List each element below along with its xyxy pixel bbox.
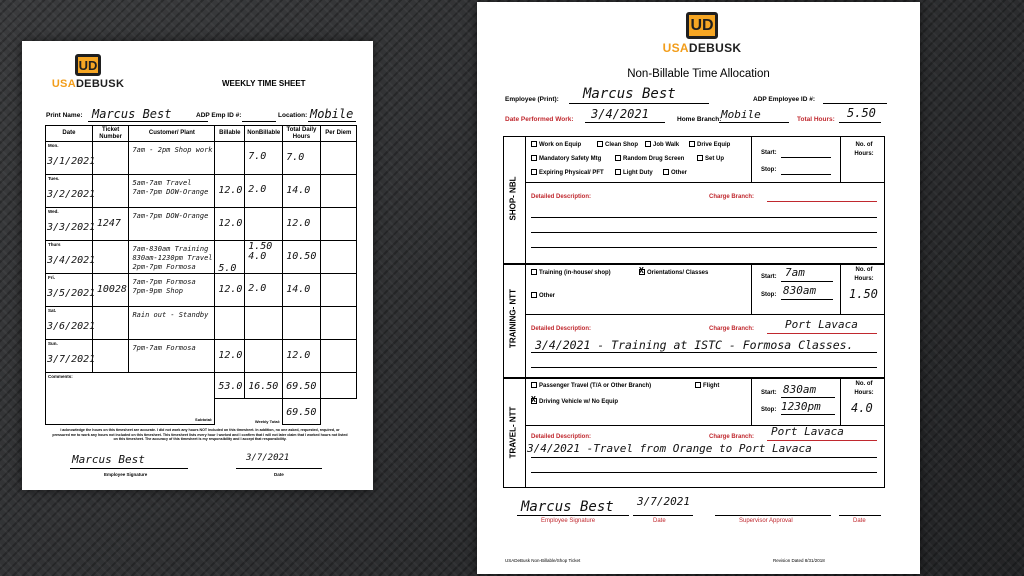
col-header: Per Diem bbox=[320, 126, 356, 142]
option-label: Training (in-house/ shop) bbox=[539, 270, 611, 276]
subtotal-label: Subtotal: bbox=[195, 417, 213, 422]
training-hours-label: No. of Hours: bbox=[854, 267, 874, 282]
day-name: Fri. bbox=[48, 275, 56, 280]
option-label: Flight bbox=[703, 383, 720, 389]
day-name: Mon. bbox=[48, 143, 59, 148]
option-label: Job Walk bbox=[653, 142, 680, 148]
training-ntt-section-label: TRAINING- NTT bbox=[508, 288, 518, 349]
home-branch-label: Home Branch: bbox=[677, 116, 722, 123]
supervisor-date-label: Date bbox=[853, 518, 866, 524]
total-hours-value: 5.50 bbox=[847, 106, 876, 120]
usadebusk-logo: UD USADEBUSK bbox=[657, 12, 747, 55]
subtotal-nonbillable: 16.50 bbox=[248, 381, 279, 392]
day-name: Tues. bbox=[48, 176, 60, 181]
billable-hours: 12.0 bbox=[218, 185, 243, 196]
checkbox[interactable] bbox=[697, 155, 703, 161]
shop-charge-branch-label: Charge Branch: bbox=[709, 194, 755, 200]
nonbillable-hours: 2.0 bbox=[248, 283, 267, 294]
ud-logo-icon: UD bbox=[686, 12, 718, 39]
billable-hours: 5.0 bbox=[218, 263, 237, 274]
weekly-total-label: Weekly Total: bbox=[254, 418, 281, 424]
shop-stop-label: Stop: bbox=[761, 167, 777, 173]
customer-plant: 5am-7am Travel 7am-7pm DOW-Orange bbox=[132, 179, 209, 196]
total-daily-hours: 7.0 bbox=[286, 152, 305, 163]
customer-plant: 7am-7pm Formosa 7pm-9pm Shop bbox=[132, 278, 196, 295]
adp-id-label: ADP Emp ID #: bbox=[196, 112, 242, 119]
day-name: Sun. bbox=[48, 341, 58, 346]
col-header: Date bbox=[46, 126, 93, 142]
signature-date: 3/7/2021 bbox=[637, 495, 690, 508]
shop-nbl-section-label: SHOP- NBL bbox=[508, 176, 518, 221]
col-header: Ticket Number bbox=[92, 126, 129, 142]
checkbox[interactable] bbox=[689, 141, 695, 147]
checkbox-checked[interactable] bbox=[639, 269, 645, 275]
customer-plant: 7pm-7am Formosa bbox=[132, 344, 196, 352]
shop-description-label: Detailed Description: bbox=[531, 194, 592, 200]
checkbox[interactable] bbox=[695, 382, 701, 388]
option-label: Mandatory Safety Mtg bbox=[539, 156, 602, 162]
checkbox[interactable] bbox=[615, 169, 621, 175]
checkbox[interactable] bbox=[531, 141, 537, 147]
option-label: Passenger Travel (T/A or Other Branch) bbox=[539, 383, 652, 389]
supervisor-approval-label: Supervisor Approval bbox=[739, 518, 793, 524]
option-label: Work on Equip bbox=[539, 142, 582, 148]
table-row bbox=[46, 274, 357, 307]
training-description-value: 3/4/2021 - Training at ISTC - Formosa Classes. bbox=[535, 338, 854, 352]
travel-charge-branch-label: Charge Branch: bbox=[709, 434, 755, 440]
print-name-value: Marcus Best bbox=[92, 107, 172, 121]
travel-description-label: Detailed Description: bbox=[531, 434, 592, 440]
home-branch-value: Mobile bbox=[721, 108, 761, 121]
checkbox[interactable] bbox=[531, 155, 537, 161]
employee-signature-label: Employee Signature bbox=[541, 518, 596, 524]
option-label: Expiring Physical/ PFT bbox=[539, 170, 604, 176]
col-header: NonBillable bbox=[245, 126, 283, 142]
date-label: Date bbox=[653, 518, 666, 524]
ticket-number: 10028 bbox=[96, 284, 127, 295]
training-charge-branch-label: Charge Branch: bbox=[709, 326, 755, 332]
option-label: Drive Equip bbox=[697, 142, 731, 148]
customer-plant: 7am - 2pm Shop work bbox=[132, 146, 213, 154]
subtotal-total: 69.50 bbox=[286, 381, 317, 392]
table-row bbox=[46, 142, 357, 175]
total-daily-hours: 12.0 bbox=[286, 218, 311, 229]
travel-charge-branch-value: Port Lavaca bbox=[771, 425, 844, 438]
subtotal-row bbox=[46, 373, 357, 399]
travel-stop-value: 1230pm bbox=[781, 400, 821, 413]
row-date: 3/6/2021 bbox=[47, 321, 96, 332]
total-daily-hours: 12.0 bbox=[286, 350, 311, 361]
table-header-row bbox=[46, 126, 357, 142]
travel-description-value: 3/4/2021 -Travel from Orange to Port Lavaca bbox=[527, 442, 812, 455]
location-label: Location: bbox=[278, 112, 308, 119]
travel-stop-label: Stop: bbox=[761, 407, 777, 413]
option-label: Other bbox=[539, 293, 556, 299]
col-header: Billable bbox=[215, 126, 245, 142]
comments-label: Comments: bbox=[48, 374, 73, 379]
travel-start-value: 830am bbox=[783, 383, 817, 396]
adp-employee-id-label: ADP Employee ID #: bbox=[753, 96, 816, 103]
checkbox[interactable] bbox=[597, 141, 603, 147]
nonbillable-hours: 7.0 bbox=[248, 151, 267, 162]
day-name: Sat. bbox=[48, 308, 57, 313]
training-description-label: Detailed Description: bbox=[531, 326, 592, 332]
option-label: Clean Shop bbox=[605, 142, 639, 148]
checkbox[interactable] bbox=[645, 141, 651, 147]
table-row bbox=[46, 208, 357, 241]
col-header: Total Daily Hours bbox=[283, 126, 320, 142]
sheet-title: WEEKLY TIME SHEET bbox=[222, 79, 306, 88]
subtotal-billable: 53.0 bbox=[218, 381, 243, 392]
header-fields bbox=[46, 108, 356, 124]
customer-plant: Rain out - Standby bbox=[132, 311, 209, 319]
billable-hours: 12.0 bbox=[218, 218, 243, 229]
row-date: 3/7/2021 bbox=[47, 354, 96, 365]
weekly-time-sheet bbox=[22, 41, 373, 490]
day-name: Wed. bbox=[48, 209, 59, 214]
option-label: Set Up bbox=[705, 156, 725, 162]
footer-form-name: USADeBusk Non-Billable/Shop Ticket bbox=[505, 558, 581, 563]
date-performed-label: Date Performed Work: bbox=[505, 116, 574, 123]
day-name: Thurs bbox=[48, 242, 61, 247]
training-stop-value: 830am bbox=[783, 284, 817, 297]
acknowledgement-text: I acknowledge the hours on this timesheet are accurate. I did not work any hours NOT included on this timesheet. In addition, no one asked, requested, required, or pressured me to work any hours not included on this timesheet. This timesheet lists every hour I worked and I confirm that I will not later claim that I worked hours not listed on this timesheet. The accuracy of this timesheet is my responsibility and I accept that responsibility. bbox=[52, 428, 348, 441]
option-label: Light Duty bbox=[623, 170, 653, 176]
print-name-label: Print Name: bbox=[46, 112, 83, 119]
option-label: Other bbox=[671, 170, 688, 176]
row-date: 3/2/2021 bbox=[47, 189, 96, 200]
travel-start-label: Start: bbox=[761, 390, 777, 396]
row-date: 3/5/2021 bbox=[47, 288, 96, 299]
nonbillable-hours: 1.50 4.0 bbox=[248, 241, 273, 262]
training-start-value: 7am bbox=[785, 266, 805, 279]
date-performed-value: 3/4/2021 bbox=[591, 107, 649, 121]
col-header: Customer/ Plant bbox=[129, 126, 215, 142]
total-daily-hours: 14.0 bbox=[286, 284, 311, 295]
sheet-title: Non-Billable Time Allocation bbox=[627, 68, 770, 80]
date-label: Date bbox=[274, 472, 284, 477]
total-daily-hours: 14.0 bbox=[286, 185, 311, 196]
row-date: 3/4/2021 bbox=[47, 255, 96, 266]
table-row bbox=[46, 241, 357, 274]
checkbox[interactable] bbox=[531, 269, 537, 275]
training-start-label: Start: bbox=[761, 274, 777, 280]
training-hours-value: 1.50 bbox=[849, 287, 878, 301]
shop-start-label: Start: bbox=[761, 150, 777, 156]
row-date: 3/1/2021 bbox=[47, 156, 96, 167]
table-row bbox=[46, 175, 357, 208]
checkbox[interactable] bbox=[663, 169, 669, 175]
billable-hours: 12.0 bbox=[218, 284, 243, 295]
checkbox[interactable] bbox=[531, 292, 537, 298]
option-label: Random Drug Screen bbox=[623, 156, 685, 162]
checkbox[interactable] bbox=[615, 155, 621, 161]
checkbox[interactable] bbox=[531, 382, 537, 388]
customer-plant: 7am-7pm DOW-Orange bbox=[132, 212, 209, 220]
training-stop-label: Stop: bbox=[761, 292, 777, 298]
location-value: Mobile bbox=[310, 107, 354, 121]
option-label: Orientations/ Classes bbox=[647, 270, 709, 276]
table-row bbox=[46, 307, 357, 340]
row-date: 3/3/2021 bbox=[47, 222, 96, 233]
shop-hours-label: No. of Hours: bbox=[854, 142, 874, 157]
usadebusk-logo: UD USADEBUSK bbox=[48, 54, 128, 90]
employee-signature: Marcus Best bbox=[521, 499, 614, 515]
option-label: Driving Vehicle w/ No Equip bbox=[539, 399, 619, 405]
total-daily-hours: 10.50 bbox=[286, 251, 317, 262]
ticket-number: 1247 bbox=[96, 218, 121, 229]
employee-signature: Marcus Best bbox=[72, 453, 145, 466]
timesheet-table bbox=[45, 125, 357, 425]
table-row bbox=[46, 340, 357, 373]
billable-hours: 12.0 bbox=[218, 350, 243, 361]
travel-ntt-section-label: TRAVEL- NTT bbox=[508, 406, 518, 459]
travel-hours-value: 4.0 bbox=[851, 401, 873, 415]
total-hours-label: Total Hours: bbox=[797, 116, 835, 123]
employee-print-value: Marcus Best bbox=[583, 86, 676, 102]
footer-revision: Revision Dated 8/31/2018 bbox=[773, 558, 825, 563]
weekly-total-value: 69.50 bbox=[286, 407, 317, 418]
employee-print-label: Employee (Print): bbox=[505, 96, 559, 103]
non-billable-time-sheet bbox=[477, 2, 920, 574]
travel-hours-label: No. of Hours: bbox=[854, 381, 874, 396]
employee-signature-label: Employee Signature bbox=[104, 472, 148, 477]
checkbox[interactable] bbox=[531, 169, 537, 175]
training-charge-branch-value: Port Lavaca bbox=[785, 318, 858, 331]
checkbox-checked[interactable] bbox=[531, 398, 537, 404]
nonbillable-hours: 2.0 bbox=[248, 184, 267, 195]
signature-date: 3/7/2021 bbox=[246, 453, 290, 463]
customer-plant: 7am-830am Training 830am-1230pm Travel 2pm-7pm Formosa bbox=[132, 245, 213, 271]
ud-logo-icon: UD bbox=[75, 54, 101, 76]
